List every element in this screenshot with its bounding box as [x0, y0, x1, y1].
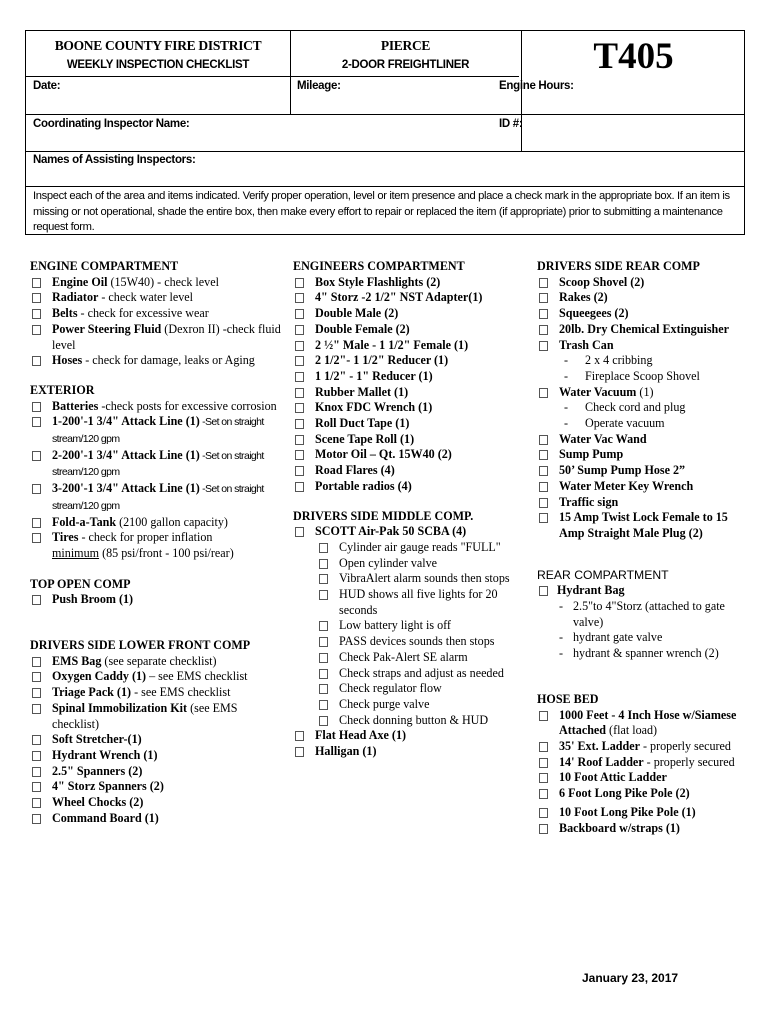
- engine-hours-field-label: Engine Hours:: [499, 80, 574, 92]
- list-item: Backboard w/straps (1): [537, 821, 752, 837]
- checkbox[interactable]: [319, 684, 328, 694]
- checkbox[interactable]: [295, 435, 304, 445]
- divider: [26, 76, 519, 77]
- list-item: 1-200'-1 3/4" Attack Line (1) -Set on straight stream/120 gpm: [30, 414, 282, 447]
- list-item: Wheel Chocks (2): [30, 795, 282, 811]
- sub-item: - hydrant gate valve: [559, 630, 663, 645]
- scba-check-item: Check purge valve: [293, 697, 523, 713]
- section-title: DRIVERS SIDE MIDDLE COMP.: [293, 508, 474, 523]
- list-item: Hoses - check for damage, leaks or Aging: [30, 353, 282, 369]
- list-item: 6 Foot Long Pike Pole (2): [537, 786, 752, 802]
- checkbox[interactable]: [539, 586, 548, 596]
- scba-check-item: Low battery light is off: [293, 618, 523, 634]
- checkbox[interactable]: [319, 637, 328, 647]
- checkbox[interactable]: [295, 419, 304, 429]
- scba-check-item: VibraAlert alarm sounds then stops: [293, 571, 523, 587]
- list-item: Knox FDC Wrench (1): [293, 400, 523, 416]
- scba-check-item: Check donning button & HUD: [293, 713, 523, 729]
- scba-check-item: Check regulator flow: [293, 681, 523, 697]
- section-title: REAR COMPARTMENT: [537, 567, 669, 582]
- checkbox[interactable]: [319, 559, 328, 569]
- checkbox[interactable]: [539, 388, 548, 398]
- list-item: Push Broom (1): [30, 592, 282, 608]
- list-item: Traffic sign: [537, 495, 752, 511]
- scba-check-item: Check Pak-Alert SE alarm: [293, 650, 523, 666]
- list-item: Double Female (2): [293, 322, 523, 338]
- list-item: Halligan (1): [293, 744, 523, 760]
- list-item: Water Meter Key Wrench: [537, 479, 752, 495]
- list-item: 3-200'-1 3/4" Attack Line (1) -Set on straight stream/120 gpm: [30, 481, 282, 514]
- checkbox[interactable]: [295, 482, 304, 492]
- list-item: Roll Duct Tape (1): [293, 416, 523, 432]
- list-item: Radiator - check water level: [30, 290, 282, 306]
- checkbox[interactable]: [32, 356, 41, 366]
- checkbox[interactable]: [539, 513, 548, 523]
- checkbox[interactable]: [539, 789, 548, 799]
- list-item: Road Flares (4): [293, 463, 523, 479]
- checkbox[interactable]: [319, 543, 328, 553]
- list-item: Water Vac Wand: [537, 432, 752, 448]
- checkbox[interactable]: [539, 824, 548, 834]
- column-right: [537, 259, 752, 836]
- list-item: Sump Pump: [537, 447, 752, 463]
- section-title: EXTERIOR: [30, 382, 95, 397]
- list-item: Trash Can: [537, 338, 752, 354]
- list-item: 2.5" Spanners (2): [30, 764, 282, 780]
- checkbox[interactable]: [32, 293, 41, 303]
- checkbox[interactable]: [539, 742, 548, 752]
- list-item: Power Steering Fluid (Dexron II) -check fluid level: [30, 322, 282, 353]
- list-item: Engine Oil (15W40) - check level: [30, 275, 282, 291]
- checkbox[interactable]: [319, 621, 328, 631]
- checkbox[interactable]: [32, 735, 41, 745]
- scba-check-item: HUD shows all five lights for 20 seconds: [293, 587, 523, 618]
- list-item: Rakes (2): [537, 290, 752, 306]
- checkbox[interactable]: [32, 518, 41, 528]
- section-title: ENGINE COMPARTMENT: [30, 259, 179, 273]
- list-item: 2-200'-1 3/4" Attack Line (1) -Set on straight stream/120 gpm: [30, 448, 282, 481]
- scba-check-item: Cylinder air gauge reads "FULL": [293, 540, 523, 556]
- list-item: 10 Foot Long Pike Pole (1): [537, 805, 752, 821]
- assisting-field-label: Names of Assisting Inspectors:: [33, 154, 196, 166]
- list-item: Oxygen Caddy (1) – see EMS checklist: [30, 669, 282, 685]
- checkbox[interactable]: [539, 309, 548, 319]
- coordinator-field-label: Coordinating Inspector Name:: [33, 118, 190, 130]
- checkbox[interactable]: [32, 309, 41, 319]
- sub-item: - hydrant & spanner wrench (2): [559, 646, 719, 661]
- checkbox[interactable]: [32, 798, 41, 808]
- checkbox[interactable]: [319, 669, 328, 679]
- checkbox[interactable]: [295, 325, 304, 335]
- list-item: Box Style Flashlights (2): [293, 275, 523, 291]
- scba-check-item: PASS devices sounds then stops: [293, 634, 523, 650]
- sub-item: - Check cord and plug: [564, 400, 686, 415]
- checkbox[interactable]: [295, 356, 304, 366]
- scba-check-item: Open cylinder valve: [293, 556, 523, 572]
- checkbox[interactable]: [32, 533, 41, 543]
- checkbox[interactable]: [32, 767, 41, 777]
- scba-check-item: Check straps and adjust as needed: [293, 666, 523, 682]
- list-item: 1000 Feet - 4 Inch Hose w/Siamese Attached (flat load): [537, 708, 752, 739]
- list-item: Portable radios (4): [293, 479, 523, 495]
- checkbox[interactable]: [32, 417, 41, 427]
- list-item: 35' Ext. Ladder - properly secured: [537, 739, 752, 755]
- unit-number: T405: [593, 36, 674, 77]
- checkbox[interactable]: [295, 466, 304, 476]
- checkbox[interactable]: [539, 278, 548, 288]
- divider: [26, 186, 744, 187]
- list-item: Scoop Shovel (2): [537, 275, 752, 291]
- checkbox[interactable]: [32, 688, 41, 698]
- list-item: 10 Foot Attic Ladder: [537, 770, 752, 786]
- instructions-text: Inspect each of the area and items indicated. Verify proper operation, level or item presence and place a check mark in the appropriate box. If an item is missing or not operational, shade the entire box, then make every effort to repair or replaced the item (if appropriate) prior to submitting a maintenance request form.: [33, 190, 730, 233]
- list-item: Hydrant Wrench (1): [30, 748, 282, 764]
- list-item: 4" Storz -2 1/2" NST Adapter(1): [293, 290, 523, 306]
- divider: [26, 114, 744, 115]
- district-title: BOONE COUNTY FIRE DISTRICT: [54, 38, 262, 53]
- checkbox[interactable]: [32, 278, 41, 288]
- checkbox[interactable]: [295, 450, 304, 460]
- section-title: TOP OPEN COMP: [30, 576, 131, 591]
- checkbox[interactable]: [32, 814, 41, 824]
- checkbox[interactable]: [295, 403, 304, 413]
- list-item: Command Board (1): [30, 811, 282, 827]
- checkbox[interactable]: [539, 341, 548, 351]
- checkbox[interactable]: [319, 574, 328, 584]
- checkbox[interactable]: [539, 808, 548, 818]
- checkbox[interactable]: [539, 293, 548, 303]
- list-item: Scene Tape Roll (1): [293, 432, 523, 448]
- list-item: Soft Stretcher-(1): [30, 732, 282, 748]
- checkbox[interactable]: [32, 782, 41, 792]
- column-middle: [293, 259, 523, 760]
- list-item: Fold-a-Tank (2100 gallon capacity): [30, 515, 282, 531]
- list-item: Belts - check for excessive wear: [30, 306, 282, 322]
- apparatus-model: 2-DOOR FREIGHTLINER: [341, 59, 470, 71]
- sub-item: - 2 x 4 cribbing: [564, 353, 653, 368]
- date-field-label: Date:: [33, 80, 61, 92]
- apparatus-make: PIERCE: [380, 38, 431, 53]
- list-item: Hydrant Bag: [537, 583, 752, 599]
- sub-item: - 2.5"to 4"Storz (attached to gate valve): [559, 599, 725, 629]
- checkbox[interactable]: [32, 704, 41, 714]
- checkbox[interactable]: [539, 773, 548, 783]
- checkbox[interactable]: [319, 716, 328, 726]
- checkbox[interactable]: [32, 402, 41, 412]
- checkbox[interactable]: [539, 482, 548, 492]
- divider: [290, 31, 291, 114]
- list-item: 50’ Sump Pump Hose 2”: [537, 463, 752, 479]
- checkbox[interactable]: [295, 309, 304, 319]
- list-item: 2 1/2"- 1 1/2" Reducer (1): [293, 353, 523, 369]
- sub-item: - Fireplace Scoop Shovel: [564, 368, 700, 383]
- id-field-label: ID #:: [499, 118, 523, 130]
- list-item: Motor Oil – Qt. 15W40 (2): [293, 447, 523, 463]
- checkbox[interactable]: [539, 758, 548, 768]
- list-item: Spinal Immobilization Kit (see EMS checklist): [30, 701, 282, 732]
- list-item: Water Vacuum (1): [537, 385, 752, 401]
- checkbox[interactable]: [319, 700, 328, 710]
- checkbox[interactable]: [295, 527, 304, 537]
- inspection-header-table: [25, 30, 745, 235]
- list-item: 15 Amp Twist Lock Female to 15 Amp Straight Male Plug (2): [537, 510, 752, 541]
- list-item: Batteries -check posts for excessive corrosion: [30, 399, 282, 415]
- list-item: Squeegees (2): [537, 306, 752, 322]
- checkbox[interactable]: [295, 747, 304, 757]
- checkbox[interactable]: [32, 751, 41, 761]
- list-item: 4" Storz Spanners (2): [30, 779, 282, 795]
- checkbox[interactable]: [295, 278, 304, 288]
- divider: [26, 151, 744, 152]
- list-item: 2 ½" Male - 1 1/2" Female (1): [293, 338, 523, 354]
- checkbox[interactable]: [32, 595, 41, 605]
- section-title: HOSE BED: [537, 691, 599, 706]
- list-item: 20lb. Dry Chemical Extinguisher: [537, 322, 752, 338]
- checkbox[interactable]: [295, 372, 304, 382]
- list-item: Rubber Mallet (1): [293, 385, 523, 401]
- checkbox[interactable]: [295, 731, 304, 741]
- list-item: 1 1/2" - 1" Reducer (1): [293, 369, 523, 385]
- checkbox[interactable]: [539, 466, 548, 476]
- list-item: Triage Pack (1) - see EMS checklist: [30, 685, 282, 701]
- mileage-field-label: Mileage:: [297, 80, 341, 92]
- section-title: DRIVERS SIDE REAR COMP: [537, 259, 700, 273]
- sub-item: - Operate vacuum: [564, 416, 665, 431]
- checkbox[interactable]: [319, 653, 328, 663]
- checkbox[interactable]: [32, 657, 41, 667]
- checkbox[interactable]: [32, 672, 41, 682]
- checkbox[interactable]: [295, 293, 304, 303]
- checkbox[interactable]: [32, 325, 41, 335]
- list-item: Flat Head Axe (1): [293, 728, 523, 744]
- checkbox[interactable]: [539, 325, 548, 335]
- checkbox[interactable]: [295, 388, 304, 398]
- checkbox[interactable]: [539, 711, 548, 721]
- checklist-title: WEEKLY INSPECTION CHECKLIST: [66, 59, 250, 71]
- section-title: DRIVERS SIDE LOWER FRONT COMP: [30, 638, 251, 653]
- list-item: 14' Roof Ladder - properly secured: [537, 755, 752, 771]
- checkbox[interactable]: [32, 451, 41, 461]
- section-title: ENGINEERS COMPARTMENT: [293, 259, 465, 273]
- checkbox[interactable]: [32, 484, 41, 494]
- column-left: [30, 259, 282, 827]
- list-item: Tires - check for proper inflation minimum (85 psi/front - 100 psi/rear): [30, 530, 282, 561]
- revision-date: January 23, 2017: [582, 971, 679, 985]
- list-item: SCOTT Air-Pak 50 SCBA (4): [293, 524, 523, 540]
- checkbox[interactable]: [539, 435, 548, 445]
- list-item: EMS Bag (see separate checklist): [30, 654, 282, 670]
- checkbox[interactable]: [319, 590, 328, 600]
- checkbox[interactable]: [539, 450, 548, 460]
- checkbox[interactable]: [295, 341, 304, 351]
- checkbox[interactable]: [539, 498, 548, 508]
- list-item: Double Male (2): [293, 306, 523, 322]
